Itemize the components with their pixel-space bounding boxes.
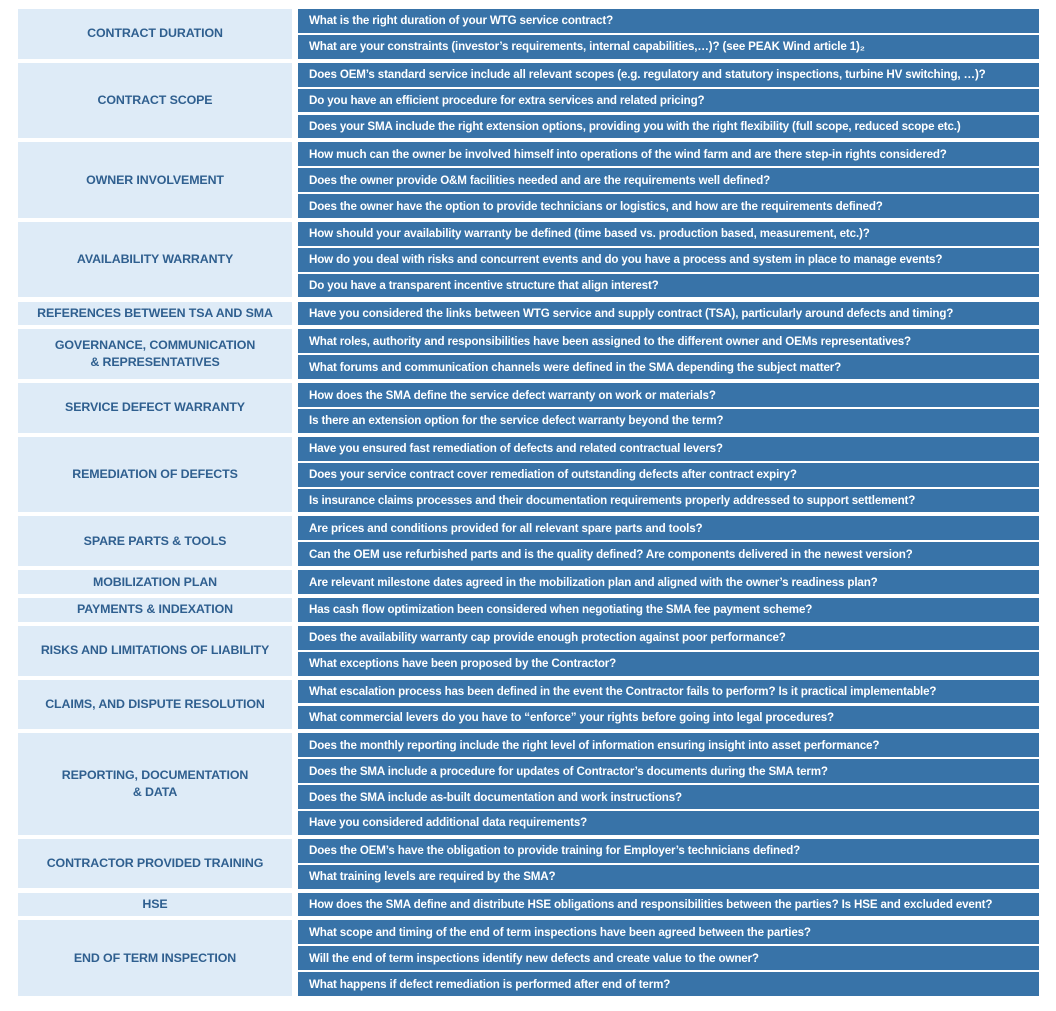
- question-text: What exceptions have been proposed by the Contractor?: [309, 657, 617, 671]
- question-row: [298, 733, 1039, 757]
- question-text: Are relevant milestone dates agreed in the mobilization plan and aligned with the owner’s readiness plan?: [309, 575, 878, 589]
- question-row: [298, 680, 1039, 704]
- question-row: [298, 355, 1039, 379]
- question-text: What scope and timing of the end of term inspections have been agreed between the parties?: [309, 925, 811, 939]
- question-text: What are your constraints (investor’s requirements, internal capabilities,…)? (see PEAK Wind article 1)₂: [309, 40, 865, 54]
- question-text: What escalation process has been defined in the event the Contractor fails to perform? Is it practical implementable?: [309, 685, 937, 699]
- category-cell: AVAILABILITY WARRANTY: [18, 222, 292, 298]
- question-text: Have you ensured fast remediation of defects and related contractual levers?: [309, 442, 723, 456]
- question-row: [298, 759, 1039, 783]
- question-text: Does the availability warranty cap provide enough protection against poor performance?: [309, 631, 786, 645]
- question-text: Do you have an efficient procedure for extra services and related pricing?: [309, 94, 705, 108]
- question-row: [298, 542, 1039, 566]
- question-row: [298, 409, 1039, 433]
- question-text: Does your service contract cover remediation of outstanding defects after contract expiry?: [309, 468, 797, 482]
- question-row: [298, 383, 1039, 407]
- question-text: What roles, authority and responsibilities have been assigned to the different owner and OEMs representatives?: [309, 334, 911, 348]
- question-row: [298, 248, 1039, 272]
- category-cell: GOVERNANCE, COMMUNICATION & REPRESENTATIVES: [18, 329, 292, 379]
- question-text: Has cash flow optimization been considered when negotiating the SMA fee payment scheme?: [309, 603, 813, 617]
- category-cell: PAYMENTS & INDEXATION: [18, 598, 292, 622]
- question-row: [298, 811, 1039, 835]
- question-row: [298, 115, 1039, 139]
- category-cell: CONTRACT SCOPE: [18, 63, 292, 139]
- question-text: How does the SMA define the service defect warranty on work or materials?: [309, 388, 716, 402]
- question-row: [298, 9, 1039, 33]
- question-row: [298, 946, 1039, 970]
- question-text: Does the SMA include a procedure for updates of Contractor’s documents during the SMA term?: [309, 764, 828, 778]
- question-text: Does your SMA include the right extension options, providing you with the right flexibility (full scope, reduced scope etc.): [309, 119, 961, 133]
- question-row: [298, 972, 1039, 996]
- category-cell: REPORTING, DOCUMENTATION & DATA: [18, 733, 292, 835]
- question-row: [298, 626, 1039, 650]
- question-text: Does the monthly reporting include the right level of information ensuring insight into asset performance?: [309, 738, 880, 752]
- category-cell: REFERENCES BETWEEN TSA AND SMA: [18, 302, 292, 326]
- question-text: Have you considered the links between WTG service and supply contract (TSA), particularly around defects and timing?: [309, 306, 954, 320]
- question-row: [298, 706, 1039, 730]
- question-text: Is insurance claims processes and their documentation requirements properly addressed to support settlement?: [309, 494, 916, 508]
- question-row: [298, 598, 1039, 622]
- question-text: What training levels are required by the SMA?: [309, 870, 556, 884]
- category-cell: MOBILIZATION PLAN: [18, 570, 292, 594]
- category-cell: CONTRACTOR PROVIDED TRAINING: [18, 839, 292, 889]
- question-text: Is there an extension option for the service defect warranty beyond the term?: [309, 414, 724, 428]
- question-text: What happens if defect remediation is performed after end of term?: [309, 977, 671, 991]
- question-row: [298, 920, 1039, 944]
- question-text: How do you deal with risks and concurrent events and do you have a process and system in place to manage events?: [309, 253, 943, 267]
- question-text: Does the owner provide O&M facilities needed and are the requirements well defined?: [309, 173, 771, 187]
- question-row: [298, 437, 1039, 461]
- category-cell: CLAIMS, AND DISPUTE RESOLUTION: [18, 680, 292, 730]
- question-text: Does the SMA include as-built documentation and work instructions?: [309, 790, 682, 804]
- question-text: Does OEM’s standard service include all relevant scopes (e.g. regulatory and statutory inspections, turbine HV switching, …)?: [309, 68, 986, 82]
- question-text: What forums and communication channels were defined in the SMA depending the subject matter?: [309, 360, 842, 374]
- question-row: [298, 570, 1039, 594]
- question-row: [298, 893, 1039, 917]
- question-row: [298, 274, 1039, 298]
- question-row: [298, 194, 1039, 218]
- question-row: [298, 652, 1039, 676]
- question-row: [298, 63, 1039, 87]
- category-cell: RISKS AND LIMITATIONS OF LIABILITY: [18, 626, 292, 676]
- category-cell: SPARE PARTS & TOOLS: [18, 516, 292, 566]
- category-cell: END OF TERM INSPECTION: [18, 920, 292, 996]
- question-row: [298, 142, 1039, 166]
- question-text: Have you considered additional data requirements?: [309, 816, 588, 830]
- question-text: Does the OEM’s have the obligation to provide training for Employer’s technicians defined?: [309, 844, 801, 858]
- question-text: What commercial levers do you have to “enforce” your rights before going into legal procedures?: [309, 710, 834, 724]
- question-text: What is the right duration of your WTG service contract?: [309, 14, 614, 28]
- category-cell: HSE: [18, 893, 292, 917]
- question-row: [298, 222, 1039, 246]
- category-cell: REMEDIATION OF DEFECTS: [18, 437, 292, 513]
- question-row: [298, 302, 1039, 326]
- question-row: [298, 489, 1039, 513]
- question-text: Will the end of term inspections identify new defects and create value to the owner?: [309, 951, 759, 965]
- category-cell: SERVICE DEFECT WARRANTY: [18, 383, 292, 433]
- question-text: Are prices and conditions provided for all relevant spare parts and tools?: [309, 521, 703, 535]
- question-text: Does the owner have the option to provide technicians or logistics, and how are the requirements defined?: [309, 199, 883, 213]
- question-text: How should your availability warranty be defined (time based vs. production based, measurement, etc.)?: [309, 227, 870, 241]
- question-row: [298, 168, 1039, 192]
- question-text: Can the OEM use refurbished parts and is the quality defined? Are components delivered in the newest version?: [309, 547, 913, 561]
- question-row: [298, 865, 1039, 889]
- question-row: [298, 516, 1039, 540]
- question-row: [298, 329, 1039, 353]
- category-cell: CONTRACT DURATION: [18, 9, 292, 59]
- question-row: [298, 89, 1039, 113]
- question-row: [298, 463, 1039, 487]
- question-text: How much can the owner be involved himself into operations of the wind farm and are there step-in rights considered?: [309, 147, 947, 161]
- question-row: [298, 839, 1039, 863]
- category-cell: OWNER INVOLVEMENT: [18, 142, 292, 218]
- question-text: Do you have a transparent incentive structure that align interest?: [309, 279, 659, 293]
- question-text: How does the SMA define and distribute HSE obligations and responsibilities between the parties? Is HSE and excluded event?: [309, 897, 993, 911]
- question-row: [298, 35, 1039, 59]
- question-row: [298, 785, 1039, 809]
